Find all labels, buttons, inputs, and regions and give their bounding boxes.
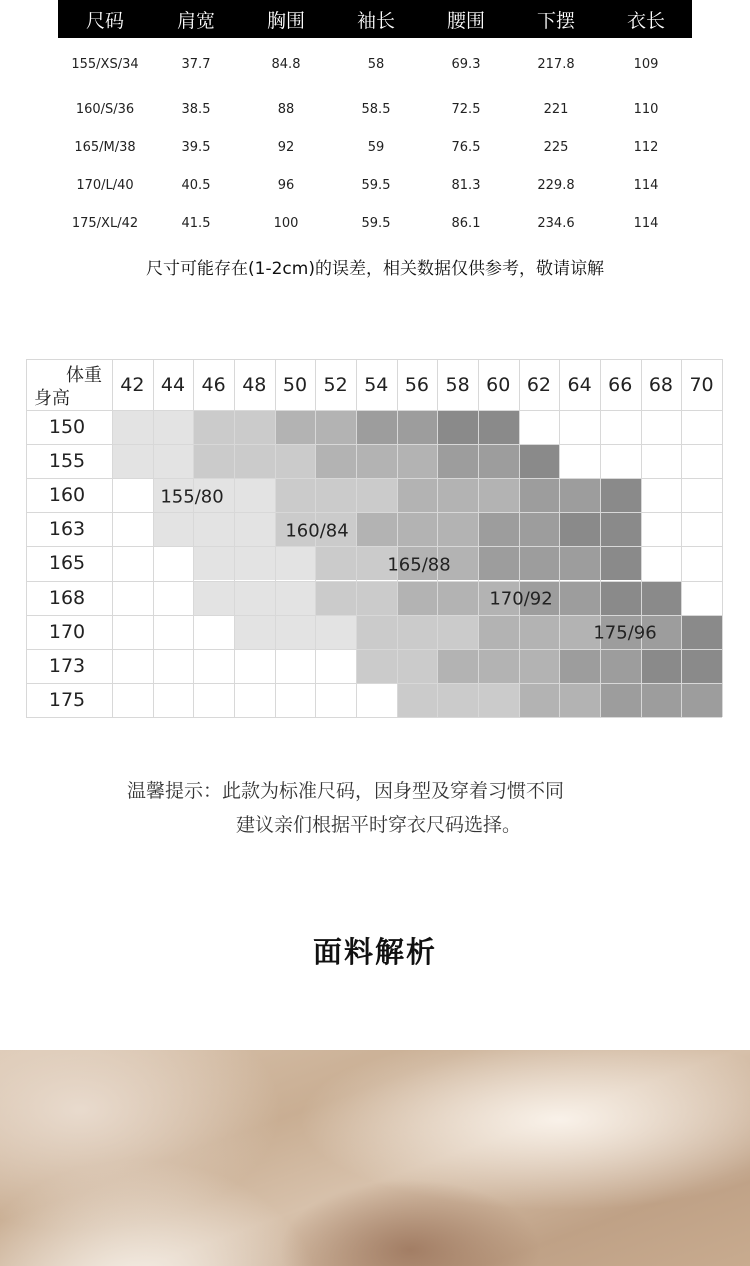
- weight-header: 66: [608, 373, 633, 396]
- grid-shade-cell: [600, 683, 722, 717]
- table-cell: 109: [633, 56, 659, 72]
- weight-header: 46: [201, 373, 226, 396]
- grid-line: [397, 359, 398, 717]
- grid-shade-cell: [600, 478, 641, 512]
- height-header: 175: [48, 688, 86, 711]
- height-header: 163: [48, 518, 86, 541]
- table-cell: 38.5: [181, 101, 211, 117]
- table-cell: 84.8: [271, 56, 301, 72]
- table-row: [58, 128, 692, 166]
- weight-header: 64: [567, 373, 592, 396]
- table-row: [58, 204, 692, 242]
- grid-shade-cell: [478, 546, 600, 580]
- weight-header: 42: [120, 373, 145, 396]
- table-cell: 114: [633, 177, 659, 193]
- table-cell: 76.5: [451, 139, 481, 155]
- table-cell: 155/XS/34: [71, 56, 139, 72]
- corner-weight-label: 体重: [66, 365, 102, 386]
- table-cell: 39.5: [181, 139, 211, 155]
- table-cell: 59: [367, 139, 385, 155]
- grid-shade-cell: [681, 615, 722, 649]
- grid-line: [641, 359, 642, 717]
- header-chest: 胸围: [240, 0, 332, 38]
- grid-shade-cell: [193, 444, 315, 478]
- table-cell: 81.3: [451, 177, 481, 193]
- table-cell: 165/M/38: [74, 139, 136, 155]
- weight-header: 70: [689, 373, 714, 396]
- table-cell: 234.6: [537, 215, 575, 231]
- grid-shade-cell: [275, 478, 397, 512]
- grid-line: [437, 359, 438, 717]
- grid-line: [26, 717, 722, 718]
- grid-line: [26, 615, 722, 616]
- corner-height-label: 身高: [34, 388, 70, 409]
- grid-line: [26, 581, 722, 582]
- region-label-175-96: 175/96: [593, 622, 657, 644]
- table-cell: 86.1: [451, 215, 481, 231]
- table-cell: 229.8: [537, 177, 575, 193]
- table-cell: 96: [277, 177, 295, 193]
- grid-line: [478, 359, 479, 717]
- table-cell: 40.5: [181, 177, 211, 193]
- height-header: 173: [48, 654, 86, 677]
- fabric-photo: [0, 1050, 750, 1266]
- grid-line: [722, 359, 723, 717]
- grid-shade-cell: [397, 478, 519, 512]
- header-sleeve: 袖长: [332, 0, 420, 38]
- table-cell: 58: [367, 56, 385, 72]
- weight-header: 54: [364, 373, 389, 396]
- grid-shade-cell: [600, 546, 641, 580]
- table-row: [58, 90, 692, 128]
- weight-header: 50: [282, 373, 308, 396]
- grid-line: [26, 683, 722, 684]
- height-header: 170: [48, 620, 86, 643]
- grid-line: [26, 512, 722, 513]
- weight-header: 62: [526, 373, 552, 396]
- table-cell: 41.5: [181, 215, 211, 231]
- grid-shade-cell: [234, 615, 356, 649]
- section-title-fabric: 面料解析: [312, 935, 437, 969]
- height-header: 165: [48, 552, 86, 575]
- weight-header: 56: [404, 373, 430, 396]
- height-header: 168: [48, 586, 86, 609]
- table-cell: 217.8: [537, 56, 575, 72]
- grid-line: [681, 359, 682, 717]
- weight-header: 60: [486, 373, 511, 396]
- grid-line: [193, 359, 194, 717]
- grid-line: [26, 410, 722, 411]
- weight-header: 58: [445, 373, 470, 396]
- table-cell: 59.5: [361, 177, 391, 193]
- region-label-155-80: 155/80: [160, 486, 224, 508]
- weight-header: 52: [323, 373, 348, 396]
- grid-line: [234, 359, 235, 717]
- grid-line: [356, 359, 357, 717]
- region-label-170-92: 170/92: [489, 588, 553, 610]
- table-cell: 92: [277, 139, 295, 155]
- grid-line: [600, 359, 601, 717]
- size-table-header-row: [58, 0, 692, 38]
- weight-header: 48: [242, 373, 267, 396]
- table-row: [58, 38, 692, 90]
- grid-line: [559, 359, 560, 717]
- height-header: 160: [48, 484, 86, 507]
- table-cell: 170/L/40: [76, 177, 134, 193]
- table-cell: 175/XL/42: [71, 215, 139, 231]
- table-cell: 37.7: [181, 56, 211, 72]
- grid-shade-cell: [397, 683, 519, 717]
- table-cell: 88: [277, 101, 295, 117]
- header-length: 衣长: [600, 0, 692, 38]
- table-cell: 112: [633, 139, 659, 155]
- table-cell: 114: [633, 215, 659, 231]
- table-cell: 59.5: [361, 215, 391, 231]
- region-label-160-84: 160/84: [285, 520, 349, 542]
- grid-shade-cell: [193, 581, 315, 615]
- table-cell: 225: [543, 139, 569, 155]
- grid-shade-cell: [478, 615, 600, 649]
- region-label-165-88: 165/88: [387, 554, 451, 576]
- table-cell: 58.5: [361, 101, 391, 117]
- size-tolerance-note: 尺寸可能存在(1-2cm)的误差，相关数据仅供参考，敬请谅解: [146, 259, 604, 279]
- header-waist: 腰围: [420, 0, 512, 38]
- table-cell: 100: [273, 215, 299, 231]
- grid-shade-cell: [437, 649, 559, 683]
- tip-line-1: 温馨提示：此款为标准尺码，因身型及穿着习惯不同: [127, 780, 565, 802]
- grid-line: [26, 478, 722, 479]
- grid-shade-cell: [356, 615, 478, 649]
- table-cell: 110: [633, 101, 659, 117]
- table-cell: 69.3: [451, 56, 481, 72]
- grid-line: [26, 546, 722, 547]
- grid-line: [26, 444, 722, 445]
- height-header: 150: [48, 416, 86, 439]
- grid-line: [26, 649, 722, 650]
- header-hem: 下摆: [512, 0, 600, 38]
- header-size: 尺码: [58, 0, 152, 38]
- grid-line: [112, 359, 113, 717]
- height-header: 155: [48, 450, 86, 473]
- weight-header: 68: [648, 373, 673, 396]
- table-row: [58, 166, 692, 204]
- grid-line: [153, 359, 154, 717]
- header-shoulder: 肩宽: [152, 0, 240, 38]
- grid-shade-cell: [193, 546, 315, 580]
- grid-line: [519, 359, 520, 717]
- table-cell: 72.5: [451, 101, 481, 117]
- grid-shade-cell: [519, 444, 560, 478]
- grid-shade-cell: [315, 444, 437, 478]
- weight-header: 44: [160, 373, 186, 396]
- size-table: [58, 0, 692, 242]
- height-weight-grid: [26, 359, 724, 717]
- grid-shade-cell: [153, 512, 275, 546]
- grid-shade-cell: [356, 512, 478, 546]
- table-cell: 221: [543, 101, 569, 117]
- grid-line: [275, 359, 276, 717]
- table-cell: 160/S/36: [75, 101, 135, 117]
- tip-line-2: 建议亲们根据平时穿衣尺码选择。: [236, 814, 522, 836]
